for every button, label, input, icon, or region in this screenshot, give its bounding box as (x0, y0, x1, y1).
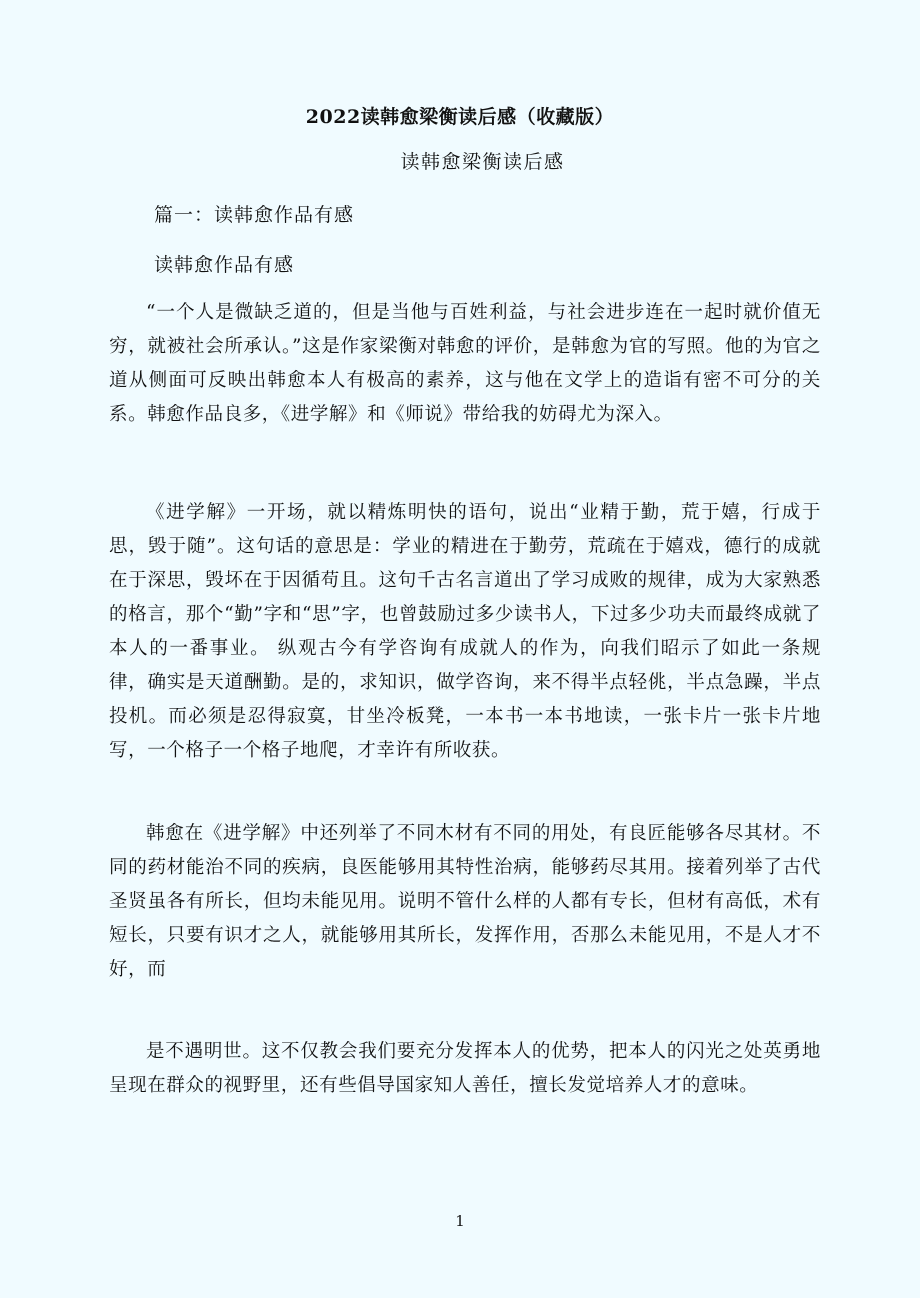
document-subtitle: 读韩愈梁衡读后感 (400, 151, 565, 173)
section-heading: 篇一：读韩愈作品有感 (154, 204, 355, 226)
body-paragraph: 《进学解》一开场，就以精炼明快的语句，说出“业精于勤，荒于嬉，行成于思，毁于随”。这句话的意思是：学业的精进在于勤劳，荒疏在于嬉戏，德行的成就在于深思，毁坏在于因循苟且。这句千古名言道出了学习成败的规律，成为大家熟悉的格言，那个“勤”字和“思”字，也曾鼓励过多少读书人，下过多少功夫而最终成就了本人的一番事业。 纵观古今有学咨询有成就人的作为，向我们昭示了如此一条规律，确实是天道酬勤。是的，求知识，做学咨询，来不得半点轻佻，半点急躁，半点投机。而必须是忍得寂寞，甘坐冷板凳，一本书一本书地读，一张卡片一张卡片地写，一个格子一个格子地爬，才幸许有所收获。 (109, 502, 821, 761)
page-number: 1 (455, 1212, 465, 1230)
body-paragraph: 是不遇明世。这不仅教会我们要充分发挥本人的优势，把本人的闪光之处英勇地呈现在群众的视野里，还有些倡导国家知人善任，擅长发觉培养人才的意味。 (109, 1041, 821, 1096)
document-title: 2022读韩愈梁衡读后感（收藏版） (305, 106, 615, 128)
body-paragraph: “一个人是微缺乏道的，但是当他与百姓利益，与社会进步连在一起时就价值无穷，就被社会所承认。”这是作家梁衡对韩愈的评价，是韩愈为官的写照。他的为官之道从侧面可反映出韩愈本人有极高的素养，这与他在文学上的造诣有密不可分的关系。韩愈作品良多，《进学解》和《师说》带给我的妨碍尤为深入。 (109, 302, 821, 425)
article-title: 读韩愈作品有感 (154, 254, 295, 276)
body-paragraph: 韩愈在《进学解》中还列举了不同木材有不同的用处，有良匠能够各尽其材。不同的药材能治不同的疾病，良医能够用其特性治病，能够药尽其用。接着列举了古代圣贤虽各有所长，但均未能见用。说明不管什么样的人都有专长，但材有高低，术有短长，只要有识才之人，就能够用其所长，发挥作用，否那么未能见用，不是人才不好，而 (109, 823, 821, 980)
